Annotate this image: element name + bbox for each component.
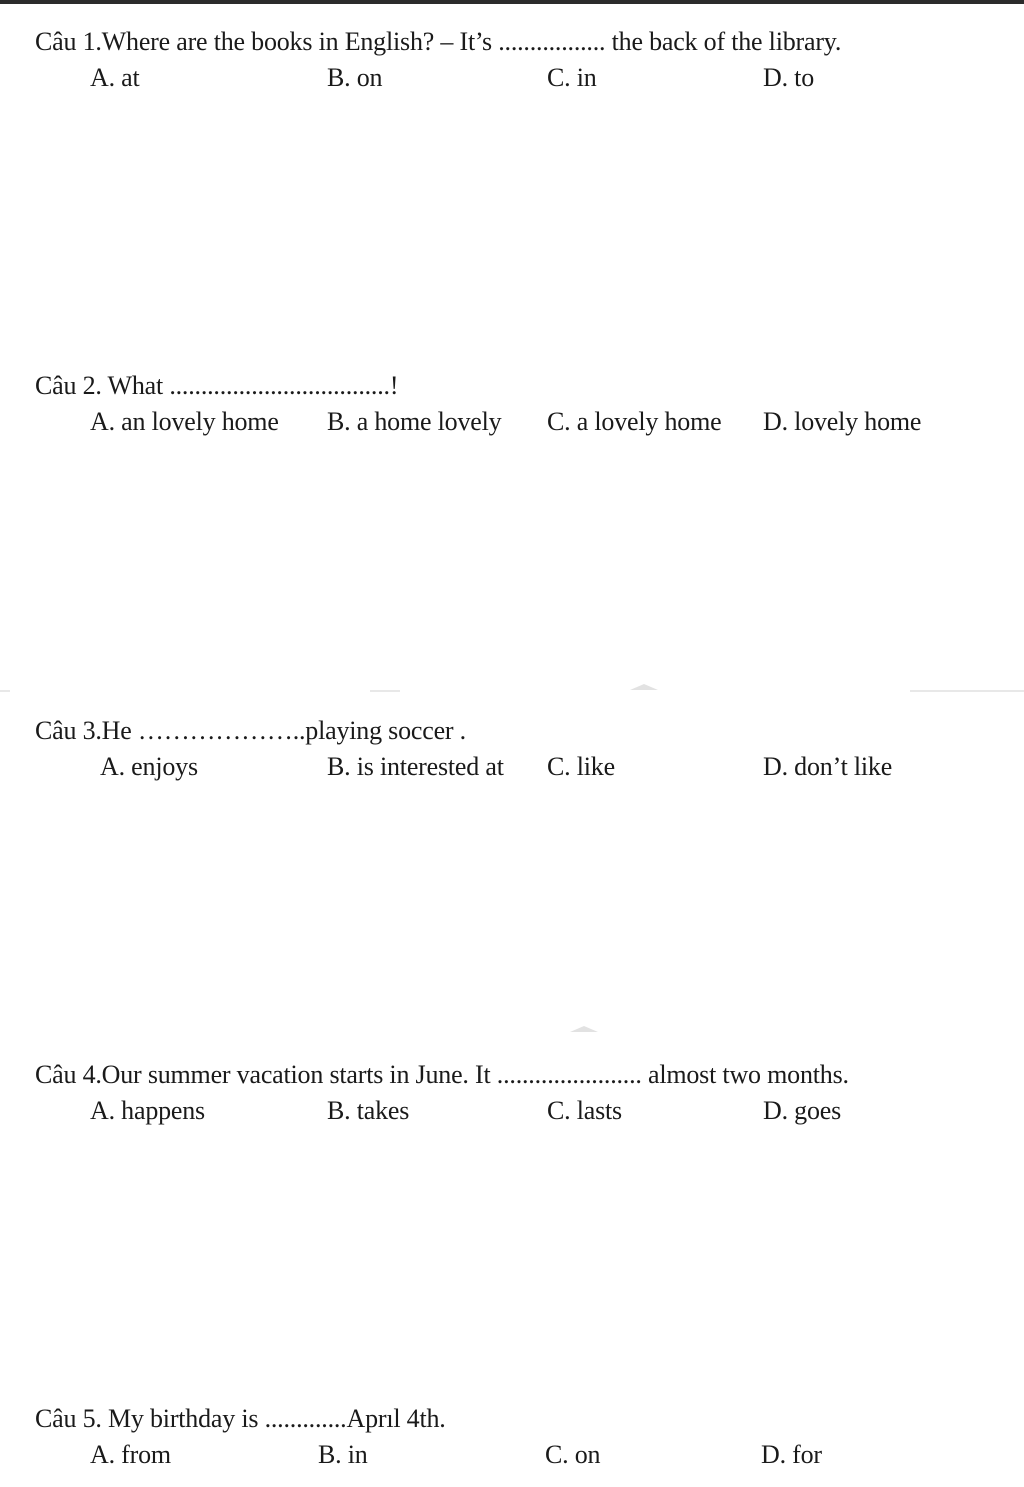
question-stem: Câu 1.Where are the books in English? – It’s ................. the back of the library. — [35, 27, 842, 56]
option-a[interactable]: A. enjoys — [100, 752, 198, 781]
scan-artifact — [630, 684, 658, 690]
option-b[interactable]: B. on — [327, 63, 383, 92]
option-c[interactable]: C. a lovely home — [547, 407, 722, 436]
option-d[interactable]: D. for — [761, 1440, 822, 1469]
option-a[interactable]: A. at — [90, 63, 140, 92]
scan-artifact — [370, 690, 400, 692]
option-c[interactable]: C. like — [547, 752, 615, 781]
option-c[interactable]: C. on — [545, 1440, 601, 1469]
question-stem: Câu 3.He ………………..playing soccer . — [35, 716, 466, 745]
option-d[interactable]: D. lovely home — [763, 407, 922, 436]
question-stem: Câu 4.Our summer vacation starts in June. It ....................... almost two months. — [35, 1060, 849, 1089]
question-stem: Câu 2. What ...................................! — [35, 371, 399, 400]
option-a[interactable]: A. an lovely home — [90, 407, 279, 436]
option-b[interactable]: B. is interested at — [327, 752, 504, 781]
top-border — [0, 0, 1024, 4]
option-a[interactable]: A. happens — [90, 1096, 205, 1125]
scan-artifact — [0, 690, 10, 692]
option-d[interactable]: D. to — [763, 63, 815, 92]
option-b[interactable]: B. takes — [327, 1096, 410, 1125]
option-d[interactable]: D. don’t like — [763, 752, 893, 781]
scan-artifact — [570, 1026, 598, 1032]
option-a[interactable]: A. from — [90, 1440, 171, 1469]
option-b[interactable]: B. in — [318, 1440, 368, 1469]
scan-artifact — [910, 690, 1024, 692]
option-c[interactable]: C. in — [547, 63, 597, 92]
question-stem: Câu 5. My birthday is .............Aprıl 4th. — [35, 1404, 446, 1433]
option-b[interactable]: B. a home lovely — [327, 407, 502, 436]
option-d[interactable]: D. goes — [763, 1096, 842, 1125]
option-c[interactable]: C. lasts — [547, 1096, 622, 1125]
